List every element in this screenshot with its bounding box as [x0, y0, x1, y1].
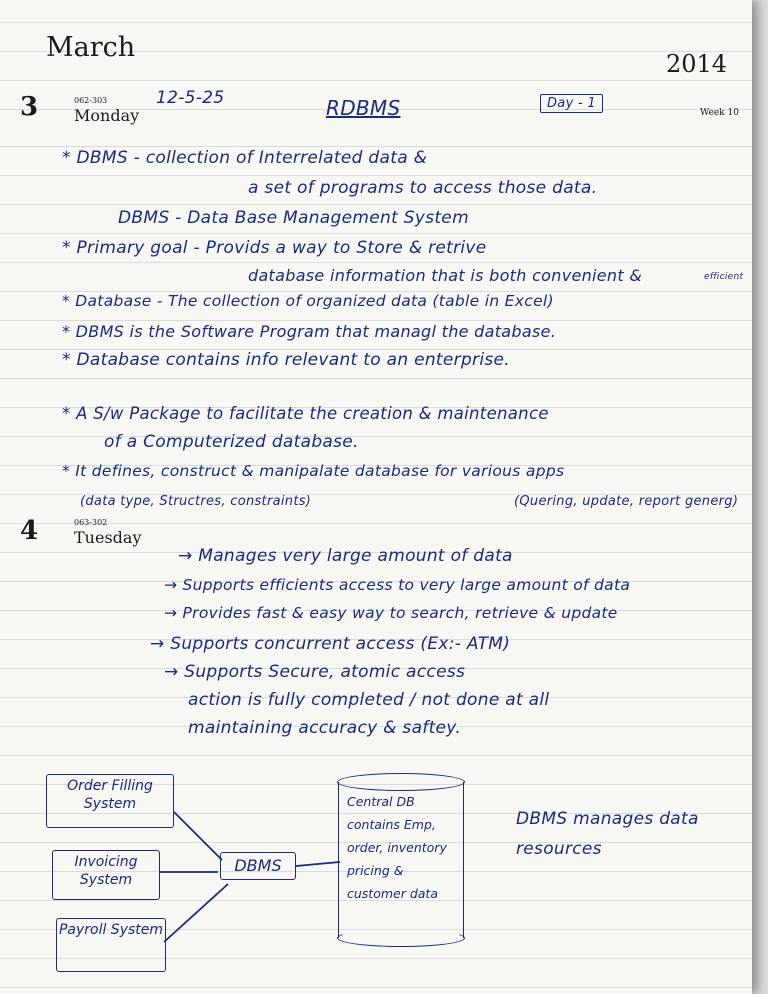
- cylinder-top: [337, 773, 465, 791]
- note-line: * Database - The collection of organized data (table in Excel): [62, 292, 554, 310]
- week-label: Week 10: [700, 108, 739, 118]
- note-line: * A S/w Package to facilitate the creation & maintenance: [62, 404, 549, 423]
- central-db-line: order, inventory: [347, 840, 447, 855]
- central-db-line: pricing &: [347, 863, 404, 878]
- year-heading: 2014: [666, 50, 728, 78]
- day-name: Tuesday: [74, 528, 142, 547]
- day-code: 063-302: [74, 518, 108, 527]
- day-number: 4: [20, 516, 39, 546]
- payroll-system-box: [56, 918, 166, 972]
- dbms-label: DBMS: [234, 856, 282, 875]
- central-db-line: contains Emp,: [347, 817, 436, 832]
- day-name: Monday: [74, 106, 140, 125]
- central-db-cylinder: [338, 782, 464, 938]
- month-heading: March: [46, 32, 136, 63]
- diagram-caption: DBMS manages data resources: [516, 809, 699, 859]
- order-filling-system-box: [46, 774, 174, 828]
- note-line: efficient: [704, 272, 744, 282]
- note-line: maintaining accuracy & saftey.: [188, 718, 462, 738]
- day-tag: Day - 1: [540, 94, 603, 113]
- payroll-system-label: Payroll System: [58, 922, 164, 938]
- note-line: → Manages very large amount of data: [178, 546, 513, 566]
- order-filling-system-label: Order Filling System: [67, 778, 153, 812]
- central-db-line: Central DB: [347, 794, 415, 809]
- note-line: database information that is both convenient &: [248, 266, 643, 285]
- note-line: DBMS - Data Base Management System: [118, 208, 469, 228]
- invoicing-system-label: Invoicing System: [74, 854, 138, 888]
- note-line: → Supports Secure, atomic access: [164, 662, 466, 682]
- note-line: * Database contains info relevant to an enterprise.: [62, 350, 510, 370]
- note-line: * It defines, construct & manipalate database for various apps: [62, 462, 565, 480]
- note-line: * Primary goal - Provids a way to Store & retrive: [62, 238, 487, 258]
- note-line: → Supports concurrent access (Ex:- ATM): [150, 634, 511, 654]
- note-line: * DBMS is the Software Program that managl the database.: [62, 322, 557, 341]
- note-line: of a Computerized database.: [104, 432, 359, 452]
- central-db-line: customer data: [347, 886, 438, 901]
- cylinder-bottom: [337, 929, 465, 947]
- note-line: * DBMS - collection of Interrelated data &: [62, 148, 428, 168]
- day-number: 3: [20, 92, 39, 122]
- note-title: RDBMS: [326, 96, 401, 120]
- note-line: → Supports efficients access to very large amount of data: [164, 576, 631, 594]
- note-line: action is fully completed / not done at all: [188, 690, 550, 710]
- note-line: a set of programs to access those data.: [248, 178, 598, 198]
- day-code: 062-303: [74, 96, 108, 105]
- note-line: (Quering, update, report generg): [514, 494, 739, 509]
- note-line: (data type, Structres, constraints): [80, 494, 312, 509]
- dbms-box: [220, 852, 296, 880]
- note-line: → Provides fast & easy way to search, retrieve & update: [164, 604, 618, 622]
- invoicing-system-box: [52, 850, 160, 900]
- note-date: 12-5-25: [156, 88, 225, 108]
